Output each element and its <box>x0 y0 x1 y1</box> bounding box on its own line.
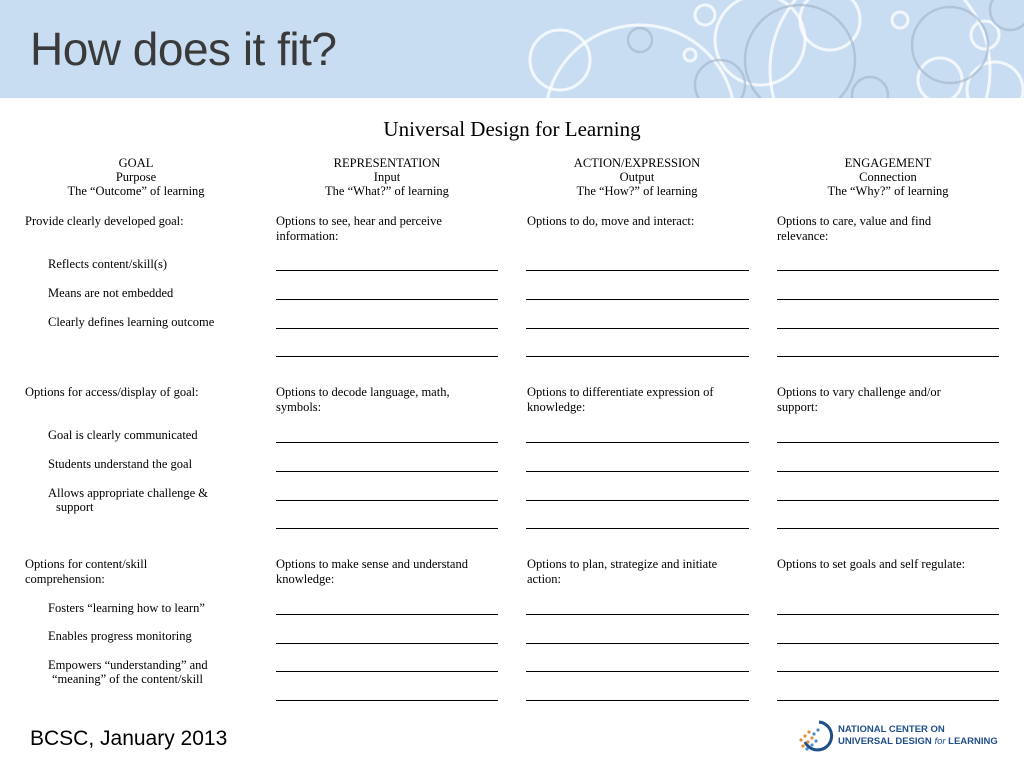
engagement-option <box>777 385 941 415</box>
answer-line <box>526 471 749 472</box>
header-band <box>0 0 1024 98</box>
goal-item: Fosters “learning how to learn” <box>48 601 205 615</box>
option-line: action: <box>527 572 562 586</box>
option-line: Options to vary challenge and/or <box>777 385 941 399</box>
goal-item: Students understand the goal <box>48 457 193 471</box>
answer-line <box>777 643 999 644</box>
answer-line <box>777 700 999 701</box>
logo-line2 <box>838 736 998 747</box>
answer-line <box>526 614 749 615</box>
ncudl-logo <box>797 718 1007 754</box>
answer-line <box>777 671 999 672</box>
option-line: knowledge: <box>276 572 335 586</box>
answer-line <box>777 328 999 329</box>
answer-line <box>777 442 999 443</box>
answer-line <box>777 270 999 271</box>
heading-line: comprehension: <box>25 572 105 586</box>
action-option <box>527 557 717 587</box>
column-name: GOAL <box>118 156 154 170</box>
answer-line <box>276 671 498 672</box>
column-desc: The “How?” of learning <box>576 184 698 198</box>
answer-line <box>777 471 999 472</box>
answer-line <box>276 328 498 329</box>
engagement-option <box>777 557 965 572</box>
goal-item: Allows appropriate challenge & <box>48 486 209 500</box>
answer-line <box>526 500 749 501</box>
answer-line <box>276 270 498 271</box>
answer-line <box>526 270 749 271</box>
column-name: ACTION/EXPRESSION <box>573 156 701 170</box>
option-line: Options to make sense and understand <box>276 557 468 571</box>
goal-heading: Provide clearly developed goal: <box>25 214 184 228</box>
answer-line <box>777 299 999 300</box>
logo-word: for <box>934 736 946 747</box>
answer-line <box>276 528 498 529</box>
column-desc: The “What?” of learning <box>325 184 449 198</box>
answer-line <box>777 356 999 357</box>
option-line: symbols: <box>276 400 322 414</box>
representation-option <box>276 557 468 587</box>
answer-line <box>526 643 749 644</box>
answer-line <box>526 700 749 701</box>
goal-heading: Options for access/display of goal: <box>25 385 199 399</box>
goal-item: Empowers “understanding” and <box>48 658 208 672</box>
answer-line <box>276 299 498 300</box>
column-desc: The “Why?” of learning <box>827 184 949 198</box>
engagement-option <box>777 214 931 244</box>
answer-line <box>777 500 999 501</box>
column-desc: The “Outcome” of learning <box>67 184 205 198</box>
answer-line <box>777 528 999 529</box>
answer-line <box>276 500 498 501</box>
option-line: Options to set goals and self regulate: <box>777 557 966 571</box>
logo-mark-icon <box>797 718 835 754</box>
logo-word: UNIVERSAL DESIGN <box>838 736 935 747</box>
column-header-engagement <box>768 156 1008 198</box>
action-option <box>527 214 694 229</box>
answer-line <box>526 328 749 329</box>
option-line: Options to decode language, math, <box>276 385 450 399</box>
goal-item: support <box>56 500 94 514</box>
option-line: information: <box>276 229 339 243</box>
answer-line <box>276 471 498 472</box>
column-name: REPRESENTATION <box>333 156 441 170</box>
answer-line <box>276 614 498 615</box>
action-option <box>527 385 714 415</box>
goal-item: Enables progress monitoring <box>48 629 192 643</box>
column-sub: Input <box>373 170 401 184</box>
option-line: Options to plan, strategize and initiate <box>527 557 718 571</box>
option-line: knowledge: <box>527 400 586 414</box>
option-line: relevance: <box>777 229 829 243</box>
answer-line <box>777 614 999 615</box>
representation-option <box>276 214 442 244</box>
option-line: Options to do, move and interact: <box>527 214 695 228</box>
column-header-action-expression <box>517 156 757 198</box>
logo-word: LEARNING <box>945 736 998 747</box>
answer-line <box>276 643 498 644</box>
option-line: support: <box>777 400 818 414</box>
column-header-goal <box>16 156 256 198</box>
goal-item: “meaning” of the content/skill <box>52 672 203 686</box>
footer-text: BCSC, January 2013 <box>30 727 228 750</box>
answer-line <box>526 442 749 443</box>
representation-option <box>276 385 450 415</box>
answer-line <box>526 528 749 529</box>
column-name: ENGAGEMENT <box>844 156 932 170</box>
column-sub: Connection <box>859 170 917 184</box>
answer-line <box>276 442 498 443</box>
slide-title: How does it fit? <box>30 23 337 75</box>
option-line: Options to see, hear and perceive <box>276 214 442 228</box>
document-title: Universal Design for Learning <box>383 117 641 141</box>
goal-item: Reflects content/skill(s) <box>48 257 168 271</box>
option-line: Options to differentiate expression of <box>527 385 714 399</box>
option-line: Options to care, value and find <box>777 214 932 228</box>
answer-line <box>276 700 498 701</box>
goal-heading <box>25 557 147 587</box>
goal-item: Means are not embedded <box>48 286 174 300</box>
answer-line <box>526 299 749 300</box>
goal-item: Clearly defines learning outcome <box>48 315 215 329</box>
column-sub: Purpose <box>115 170 157 184</box>
column-sub: Output <box>619 170 655 184</box>
answer-line <box>526 671 749 672</box>
goal-item: Goal is clearly communicated <box>48 428 198 442</box>
heading-line: Options for content/skill <box>25 557 148 571</box>
answer-line <box>276 356 498 357</box>
answer-line <box>526 356 749 357</box>
logo-line1: NATIONAL CENTER ON <box>838 724 945 735</box>
column-header-representation <box>267 156 507 198</box>
